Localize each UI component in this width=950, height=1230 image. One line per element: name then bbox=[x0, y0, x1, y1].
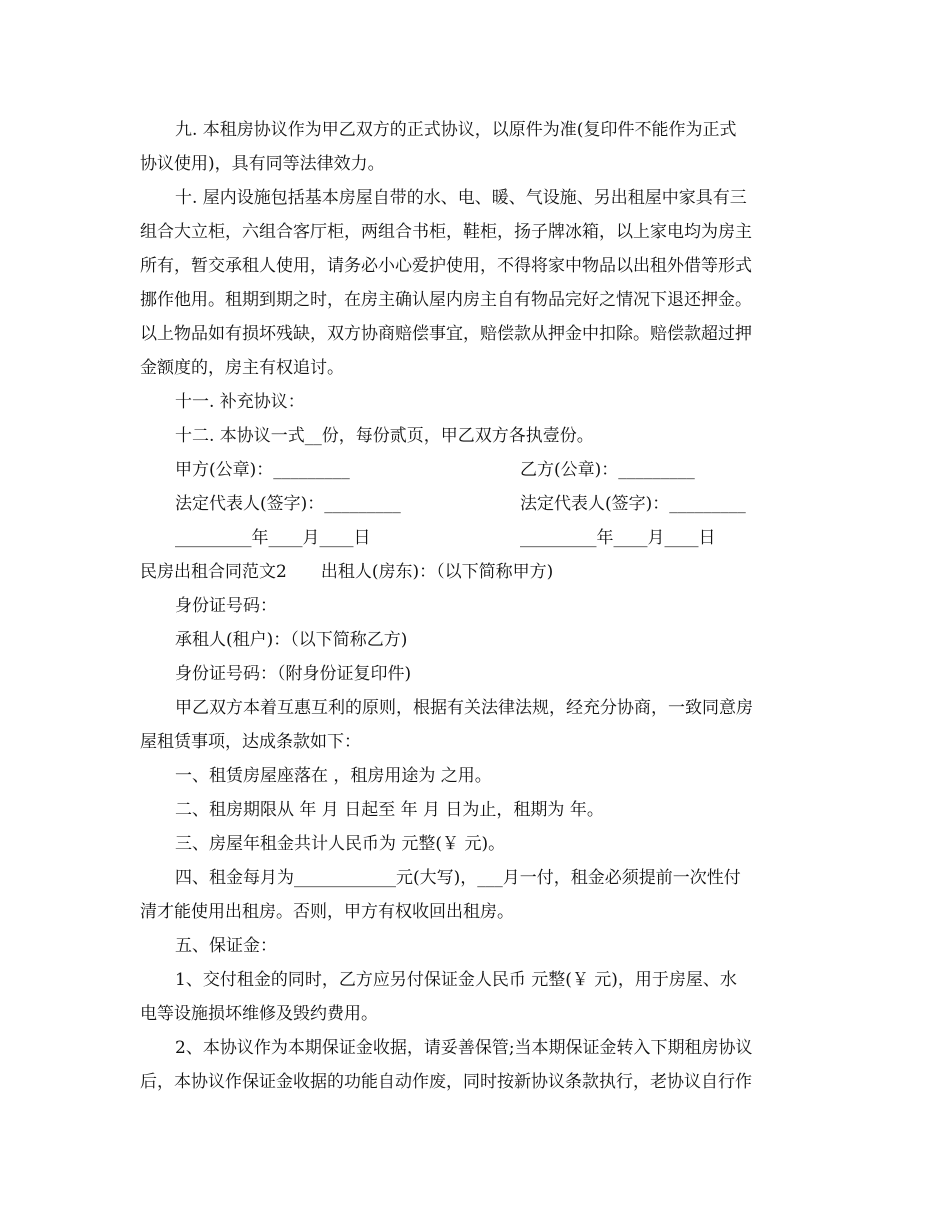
clause-10-line-3: 所有，暂交承租人使用，请务必小心爱护使用，不得将家中物品以出租外借等形式 bbox=[140, 256, 752, 276]
deposit-2-line-2: 后，本协议作保证金收据的功能自动作废，同时按新协议条款执行，老协议自行作 bbox=[140, 1072, 752, 1092]
term-5: 五、保证金： bbox=[175, 936, 277, 956]
party-a-representative: 法定代表人(签字)：_________ bbox=[175, 494, 401, 514]
clause-10-line-4: 挪作他用。租期到期之时，在房主确认屋内房主自有物品完好之情况下退还押金。 bbox=[140, 290, 752, 310]
lessor-id-number: 身份证号码： bbox=[175, 596, 277, 616]
term-3: 三、房屋年租金共计人民币为 元整(￥ 元)。 bbox=[175, 834, 506, 854]
clause-9-line-2: 协议使用)，具有同等法律效力。 bbox=[140, 154, 385, 174]
clause-10-line-5: 以上物品如有损坏残缺，双方协商赔偿事宜，赔偿款从押金中扣除。赔偿款超过押 bbox=[140, 324, 752, 344]
deposit-1-line-2: 电等设施损坏维修及毁约费用。 bbox=[140, 1004, 378, 1024]
deposit-2-line-1: 2、本协议作为本期保证金收据，请妥善保管;当本期保证金转入下期租房协议 bbox=[175, 1038, 753, 1058]
party-a-seal: 甲方(公章)：_________ bbox=[175, 460, 350, 480]
party-b-representative: 法定代表人(签字)：_________ bbox=[520, 494, 746, 514]
party-b-seal: 乙方(公章)：_________ bbox=[520, 460, 695, 480]
term-4-line-2: 清才能使用出租房。否则，甲方有权收回出租房。 bbox=[140, 902, 514, 922]
clause-10-line-6: 金额度的，房主有权追讨。 bbox=[140, 358, 344, 378]
term-4-line-1: 四、租金每月为____________元(大写)，___月一付，租金必须提前一次性付 bbox=[175, 868, 741, 888]
term-1: 一、租赁房屋座落在 ，租房用途为 之用。 bbox=[175, 766, 492, 786]
term-2: 二、租房期限从 年 月 日起至 年 月 日为止，租期为 年。 bbox=[175, 800, 604, 820]
clause-11: 十一. 补充协议： bbox=[175, 392, 305, 412]
clause-10-line-1: 十. 屋内设施包括基本房屋自带的水、电、暖、气设施、另出租屋中家具有三 bbox=[175, 188, 747, 208]
clause-10-line-2: 组合大立柜，六组合客厅柜，两组合书柜，鞋柜，扬子牌冰箱，以上家电均为房主 bbox=[140, 222, 752, 242]
clause-12: 十二. 本协议一式__份，每份贰页，甲乙双方各执壹份。 bbox=[175, 426, 594, 446]
deposit-1-line-1: 1、交付租金的同时，乙方应另付保证金人民币 元整(￥ 元)，用于房屋、水 bbox=[175, 970, 737, 990]
clause-9-line-1: 九. 本租房协议作为甲乙双方的正式协议，以原件为准(复印件不能作为正式 bbox=[175, 120, 737, 140]
contract-2-heading: 民房出租合同范文2 出租人(房东)：（以下简称甲方) bbox=[140, 562, 554, 582]
lessee-id-number: 身份证号码：（附身份证复印件) bbox=[175, 664, 412, 684]
preamble-line-2: 屋租赁事项，达成条款如下： bbox=[140, 732, 361, 752]
lessee-line: 承租人(租户)：（以下简称乙方) bbox=[175, 630, 408, 650]
party-b-date: _________年____月____日 bbox=[520, 528, 716, 548]
preamble-line-1: 甲乙双方本着互惠互利的原则，根据有关法律法规，经充分协商，一致同意房 bbox=[175, 698, 753, 718]
party-a-date: _________年____月____日 bbox=[175, 528, 371, 548]
